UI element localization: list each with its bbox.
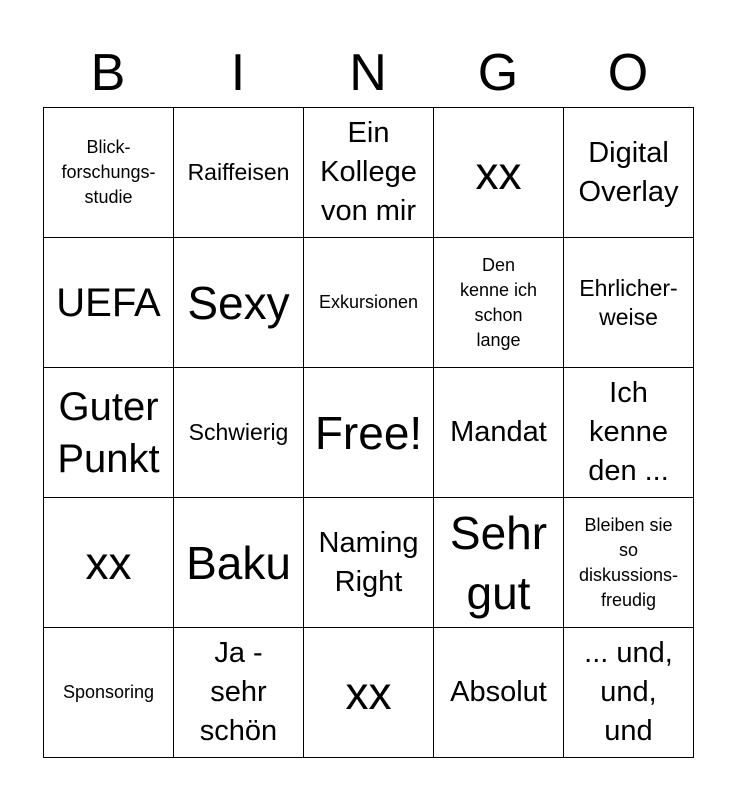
cell-text: UEFA <box>56 280 161 325</box>
bingo-cell[interactable] <box>434 238 564 368</box>
cell-text: Schwierig <box>188 419 289 445</box>
bingo-cell[interactable] <box>434 368 564 498</box>
bingo-cell[interactable] <box>304 238 434 368</box>
cell-text: Guter Punkt <box>57 384 160 481</box>
cell-text: Ein Kollege von mir <box>320 117 417 227</box>
cell-text: Free! <box>314 406 423 459</box>
cell-text: Raiffeisen <box>187 159 290 185</box>
free-space-cell[interactable] <box>304 368 434 498</box>
bingo-cell[interactable] <box>304 628 434 758</box>
bingo-board <box>43 107 694 758</box>
bingo-cell[interactable] <box>434 108 564 238</box>
cell-text: Ich kenne den ... <box>588 377 669 487</box>
bingo-cell[interactable] <box>564 368 694 498</box>
cell-text: Sponsoring <box>62 682 155 702</box>
cell-text: xx <box>85 536 132 589</box>
cell-text: Blick- forschungs- studie <box>61 137 156 207</box>
bingo-cell[interactable] <box>44 108 174 238</box>
bingo-cell[interactable] <box>44 368 174 498</box>
bingo-cell[interactable] <box>44 238 174 368</box>
bingo-cell[interactable] <box>44 628 174 758</box>
cell-text: Naming Right <box>318 526 419 598</box>
bingo-cell[interactable] <box>434 498 564 628</box>
bingo-cell[interactable] <box>564 238 694 368</box>
bingo-cell[interactable] <box>304 498 434 628</box>
bingo-header <box>43 38 693 108</box>
cell-text: Den kenne ich schon lange <box>459 254 538 350</box>
header-letter-n: N <box>349 44 387 102</box>
cell-text: xx <box>345 666 392 719</box>
header-letter-g: G <box>477 44 519 102</box>
bingo-cell[interactable] <box>564 628 694 758</box>
bingo-cell[interactable] <box>174 368 304 498</box>
cell-text: Ehrlicher- weise <box>579 274 678 330</box>
bingo-cell[interactable] <box>44 498 174 628</box>
bingo-cell[interactable] <box>174 628 304 758</box>
cell-text: Sexy <box>187 276 290 329</box>
cell-text: Sehr gut <box>449 506 548 619</box>
bingo-cell[interactable] <box>174 108 304 238</box>
cell-text: ... und, und, und <box>584 637 673 747</box>
cell-text: Baku <box>186 536 291 589</box>
header-letter-i: I <box>230 44 246 102</box>
bingo-cell[interactable] <box>434 628 564 758</box>
bingo-cell[interactable] <box>174 238 304 368</box>
bingo-cell[interactable] <box>564 498 694 628</box>
bingo-cell[interactable] <box>564 108 694 238</box>
cell-text: xx <box>475 146 522 199</box>
cell-text: Mandat <box>450 416 547 448</box>
bingo-cell[interactable] <box>174 498 304 628</box>
header-letter-b: B <box>90 44 126 102</box>
cell-text: Exkursionen <box>318 292 419 312</box>
cell-text: Digital Overlay <box>578 136 679 208</box>
header-letter-o: O <box>607 44 649 102</box>
bingo-cell[interactable] <box>304 108 434 238</box>
cell-text: Bleiben sie so diskussions- freudig <box>578 514 679 610</box>
cell-text: Ja - sehr schön <box>199 637 278 747</box>
cell-text: Absolut <box>450 676 547 708</box>
